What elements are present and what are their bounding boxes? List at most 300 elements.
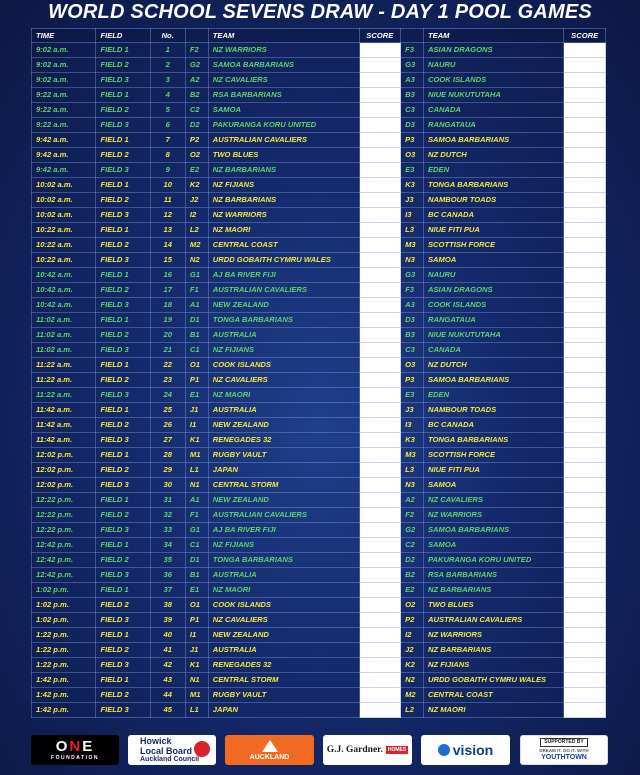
match-field: FIELD 2 [96, 643, 150, 658]
match-time: 9:42 a.m. [32, 163, 96, 178]
team-b: SAMOA [423, 538, 563, 553]
score-a-cell[interactable] [359, 658, 401, 673]
table-row [32, 373, 606, 388]
score-b-cell[interactable] [564, 418, 606, 433]
score-b-cell[interactable] [564, 463, 606, 478]
score-a-cell[interactable] [359, 523, 401, 538]
match-field: FIELD 1 [96, 43, 150, 58]
team-a: NZ BARBARIANS [208, 163, 359, 178]
match-number: 27 [150, 433, 185, 448]
team-a: NZ CAVALIERS [208, 73, 359, 88]
table-row [32, 478, 606, 493]
score-b-cell[interactable] [564, 238, 606, 253]
pool-code-a: K2 [185, 178, 208, 193]
score-b-cell[interactable] [564, 103, 606, 118]
match-number: 12 [150, 208, 185, 223]
match-field: FIELD 1 [96, 268, 150, 283]
team-b: NZ FIJIANS [423, 658, 563, 673]
table-row [32, 658, 606, 673]
team-a: NEW ZEALAND [208, 493, 359, 508]
score-b-cell[interactable] [564, 343, 606, 358]
pool-code-a: L1 [185, 703, 208, 718]
team-a: NZ CAVALIERS [208, 373, 359, 388]
score-b-cell[interactable] [564, 478, 606, 493]
pool-code-b: F3 [401, 283, 424, 298]
header-team-b: TEAM [423, 29, 563, 43]
team-a: JAPAN [208, 703, 359, 718]
match-time: 1:22 p.m. [32, 658, 96, 673]
match-number: 3 [150, 73, 185, 88]
match-time: 10:02 a.m. [32, 178, 96, 193]
match-field: FIELD 3 [96, 298, 150, 313]
table-row [32, 628, 606, 643]
pool-code-a: I1 [185, 628, 208, 643]
match-number: 36 [150, 568, 185, 583]
match-field: FIELD 2 [96, 58, 150, 73]
team-b: SAMOA BARBARIANS [423, 523, 563, 538]
table-row [32, 583, 606, 598]
pool-code-b: L2 [401, 703, 424, 718]
match-time: 11:02 a.m. [32, 313, 96, 328]
match-field: FIELD 2 [96, 283, 150, 298]
match-field: FIELD 2 [96, 553, 150, 568]
pool-code-b: B3 [401, 328, 424, 343]
pool-code-b: F3 [401, 43, 424, 58]
team-b: NZ DUTCH [423, 358, 563, 373]
pool-code-a: C1 [185, 538, 208, 553]
team-a: NZ BARBARIANS [208, 193, 359, 208]
pool-code-a: N1 [185, 673, 208, 688]
match-number: 14 [150, 238, 185, 253]
score-a-cell[interactable] [359, 418, 401, 433]
match-time: 11:22 a.m. [32, 373, 96, 388]
score-b-cell[interactable] [564, 208, 606, 223]
team-a: NEW ZEALAND [208, 298, 359, 313]
match-field: FIELD 3 [96, 703, 150, 718]
score-b-cell[interactable] [564, 313, 606, 328]
team-b: TONGA BARBARIANS [423, 178, 563, 193]
pool-code-b: N3 [401, 478, 424, 493]
table-row [32, 133, 606, 148]
team-a: AUSTRALIA [208, 403, 359, 418]
match-time: 12:22 p.m. [32, 493, 96, 508]
team-b: NZ BARBARIANS [423, 583, 563, 598]
score-b-cell[interactable] [564, 358, 606, 373]
pool-code-b: M3 [401, 448, 424, 463]
score-b-cell[interactable] [564, 148, 606, 163]
match-field: FIELD 3 [96, 343, 150, 358]
score-a-cell[interactable] [359, 328, 401, 343]
sponsor-bar [0, 733, 640, 769]
match-time: 10:02 a.m. [32, 208, 96, 223]
match-field: FIELD 3 [96, 658, 150, 673]
match-number: 16 [150, 268, 185, 283]
score-b-cell[interactable] [564, 298, 606, 313]
team-b: BC CANADA [423, 208, 563, 223]
team-b: SAMOA BARBARIANS [423, 133, 563, 148]
score-a-cell[interactable] [359, 493, 401, 508]
pool-code-a: B1 [185, 328, 208, 343]
match-time: 9:22 a.m. [32, 103, 96, 118]
match-field: FIELD 2 [96, 373, 150, 388]
match-number: 28 [150, 448, 185, 463]
match-number: 8 [150, 148, 185, 163]
table-row [32, 73, 606, 88]
auckland-a-icon [262, 740, 278, 752]
score-a-cell[interactable] [359, 118, 401, 133]
score-a-cell[interactable] [359, 688, 401, 703]
pool-code-b: D3 [401, 313, 424, 328]
score-a-cell[interactable] [359, 373, 401, 388]
pool-code-a: P1 [185, 613, 208, 628]
score-a-cell[interactable] [359, 253, 401, 268]
score-a-cell[interactable] [359, 643, 401, 658]
score-b-cell[interactable] [564, 583, 606, 598]
team-b: TWO BLUES [423, 598, 563, 613]
score-b-cell[interactable] [564, 523, 606, 538]
pool-code-a: D1 [185, 553, 208, 568]
score-a-cell[interactable] [359, 628, 401, 643]
team-a: TONGA BARBARIANS [208, 553, 359, 568]
match-number: 26 [150, 418, 185, 433]
match-number: 43 [150, 673, 185, 688]
score-a-cell[interactable] [359, 538, 401, 553]
team-a: AUSTRALIAN CAVALIERS [208, 283, 359, 298]
pool-code-b: L3 [401, 463, 424, 478]
table-row [32, 163, 606, 178]
pool-code-a: N2 [185, 253, 208, 268]
score-a-cell[interactable] [359, 103, 401, 118]
pool-code-b: G2 [401, 523, 424, 538]
score-a-cell[interactable] [359, 193, 401, 208]
score-a-cell[interactable] [359, 703, 401, 718]
score-b-cell[interactable] [564, 553, 606, 568]
score-a-cell[interactable] [359, 583, 401, 598]
match-field: FIELD 1 [96, 538, 150, 553]
score-a-cell[interactable] [359, 208, 401, 223]
match-number: 30 [150, 478, 185, 493]
team-b: NZ WARRIORS [423, 508, 563, 523]
match-number: 41 [150, 643, 185, 658]
pool-code-b: O2 [401, 598, 424, 613]
score-a-cell[interactable] [359, 313, 401, 328]
score-b-cell[interactable] [564, 133, 606, 148]
match-time: 10:02 a.m. [32, 193, 96, 208]
score-a-cell[interactable] [359, 508, 401, 523]
match-time: 11:42 a.m. [32, 403, 96, 418]
pool-code-a: I1 [185, 418, 208, 433]
team-b: NZ BARBARIANS [423, 643, 563, 658]
score-b-cell[interactable] [564, 388, 606, 403]
score-b-cell[interactable] [564, 43, 606, 58]
team-a: NZ CAVALIERS [208, 613, 359, 628]
pool-code-b: C3 [401, 343, 424, 358]
header-no: No. [150, 29, 185, 43]
pool-code-a: A2 [185, 73, 208, 88]
team-a: SAMOA BARBARIANS [208, 58, 359, 73]
score-a-cell[interactable] [359, 553, 401, 568]
match-field: FIELD 2 [96, 328, 150, 343]
pool-code-b: G3 [401, 58, 424, 73]
pool-code-b: P3 [401, 133, 424, 148]
match-field: FIELD 3 [96, 613, 150, 628]
score-b-cell[interactable] [564, 403, 606, 418]
score-a-cell[interactable] [359, 433, 401, 448]
vision-logo: vision [421, 735, 510, 765]
score-b-cell[interactable] [564, 193, 606, 208]
pool-code-b: M2 [401, 688, 424, 703]
team-b: COOK ISLANDS [423, 298, 563, 313]
match-number: 38 [150, 598, 185, 613]
table-row [32, 193, 606, 208]
match-time: 12:02 p.m. [32, 478, 96, 493]
team-a: AJ BA RIVER FIJI [208, 523, 359, 538]
score-a-cell[interactable] [359, 298, 401, 313]
table-row [32, 43, 606, 58]
score-b-cell[interactable] [564, 703, 606, 718]
team-b: CANADA [423, 343, 563, 358]
score-b-cell[interactable] [564, 268, 606, 283]
team-a: NZ FIJIANS [208, 343, 359, 358]
pool-code-b: A2 [401, 493, 424, 508]
score-b-cell[interactable] [564, 253, 606, 268]
score-a-cell[interactable] [359, 223, 401, 238]
match-time: 9:02 a.m. [32, 43, 96, 58]
table-row [32, 328, 606, 343]
table-row [32, 208, 606, 223]
score-a-cell[interactable] [359, 283, 401, 298]
table-row [32, 148, 606, 163]
pool-code-a: I2 [185, 208, 208, 223]
match-number: 2 [150, 58, 185, 73]
match-number: 9 [150, 163, 185, 178]
score-a-cell[interactable] [359, 463, 401, 478]
match-time: 11:02 a.m. [32, 343, 96, 358]
team-a: RUGBY VAULT [208, 448, 359, 463]
score-b-cell[interactable] [564, 283, 606, 298]
score-a-cell[interactable] [359, 58, 401, 73]
team-b: NIUE FITI PUA [423, 463, 563, 478]
score-b-cell[interactable] [564, 88, 606, 103]
match-number: 45 [150, 703, 185, 718]
score-b-cell[interactable] [564, 163, 606, 178]
table-row [32, 118, 606, 133]
score-a-cell[interactable] [359, 133, 401, 148]
match-number: 29 [150, 463, 185, 478]
score-a-cell[interactable] [359, 88, 401, 103]
score-b-cell[interactable] [564, 118, 606, 133]
score-a-cell[interactable] [359, 268, 401, 283]
team-b: NZ CAVALIERS [423, 493, 563, 508]
match-number: 13 [150, 223, 185, 238]
score-b-cell[interactable] [564, 433, 606, 448]
table-row [32, 358, 606, 373]
team-a: NZ WARRIORS [208, 208, 359, 223]
match-field: FIELD 3 [96, 388, 150, 403]
score-b-cell[interactable] [564, 643, 606, 658]
score-a-cell[interactable] [359, 448, 401, 463]
team-a: AUSTRALIA [208, 328, 359, 343]
match-time: 10:22 a.m. [32, 223, 96, 238]
match-field: FIELD 2 [96, 418, 150, 433]
team-a: RENEGADES 32 [208, 433, 359, 448]
match-number: 4 [150, 88, 185, 103]
table-row [32, 703, 606, 718]
pool-code-a: J1 [185, 403, 208, 418]
match-time: 10:42 a.m. [32, 268, 96, 283]
team-b: EDEN [423, 163, 563, 178]
match-time: 12:02 p.m. [32, 448, 96, 463]
pool-code-b: D3 [401, 118, 424, 133]
match-number: 22 [150, 358, 185, 373]
match-time: 9:02 a.m. [32, 73, 96, 88]
match-time: 11:02 a.m. [32, 328, 96, 343]
score-a-cell[interactable] [359, 73, 401, 88]
score-b-cell[interactable] [564, 628, 606, 643]
team-a: CENTRAL COAST [208, 238, 359, 253]
score-a-cell[interactable] [359, 178, 401, 193]
score-b-cell[interactable] [564, 673, 606, 688]
match-number: 31 [150, 493, 185, 508]
match-time: 12:42 p.m. [32, 568, 96, 583]
match-field: FIELD 3 [96, 163, 150, 178]
score-a-cell[interactable] [359, 358, 401, 373]
table-row [32, 493, 606, 508]
team-b: TONGA BARBARIANS [423, 433, 563, 448]
table-row [32, 223, 606, 238]
pool-code-b: I3 [401, 208, 424, 223]
table-row [32, 433, 606, 448]
score-b-cell[interactable] [564, 178, 606, 193]
score-a-cell[interactable] [359, 478, 401, 493]
score-a-cell[interactable] [359, 163, 401, 178]
score-b-cell[interactable] [564, 328, 606, 343]
team-b: SCOTTISH FORCE [423, 238, 563, 253]
team-a: COOK ISLANDS [208, 358, 359, 373]
pool-code-a: N1 [185, 478, 208, 493]
score-b-cell[interactable] [564, 223, 606, 238]
pool-code-b: P3 [401, 373, 424, 388]
pool-code-a: C2 [185, 103, 208, 118]
pool-code-b: M3 [401, 238, 424, 253]
match-number: 5 [150, 103, 185, 118]
score-a-cell[interactable] [359, 673, 401, 688]
score-b-cell[interactable] [564, 688, 606, 703]
match-field: FIELD 1 [96, 493, 150, 508]
team-a: AUSTRALIA [208, 568, 359, 583]
match-number: 17 [150, 283, 185, 298]
score-b-cell[interactable] [564, 493, 606, 508]
pool-code-b: P2 [401, 613, 424, 628]
score-a-cell[interactable] [359, 598, 401, 613]
team-b: NIUE FITI PUA [423, 223, 563, 238]
team-b: NIUE NUKUTUTAHA [423, 88, 563, 103]
match-time: 9:42 a.m. [32, 148, 96, 163]
pool-code-a: L1 [185, 463, 208, 478]
team-a: SAMOA [208, 103, 359, 118]
header-pool-b [401, 29, 424, 43]
table-row [32, 88, 606, 103]
team-b: NZ DUTCH [423, 148, 563, 163]
page-title: WORLD SCHOOL SEVENS DRAW - DAY 1 POOL GAMES [48, 1, 592, 23]
match-number: 23 [150, 373, 185, 388]
pool-code-a: O2 [185, 148, 208, 163]
match-number: 19 [150, 313, 185, 328]
score-b-cell[interactable] [564, 658, 606, 673]
team-a: CENTRAL STORM [208, 478, 359, 493]
score-a-cell[interactable] [359, 43, 401, 58]
score-a-cell[interactable] [359, 343, 401, 358]
score-b-cell[interactable] [564, 538, 606, 553]
team-a: NEW ZEALAND [208, 628, 359, 643]
team-a: RUGBY VAULT [208, 688, 359, 703]
pool-code-a: F1 [185, 283, 208, 298]
pool-code-a: K1 [185, 433, 208, 448]
match-time: 9:22 a.m. [32, 88, 96, 103]
match-time: 9:22 a.m. [32, 118, 96, 133]
score-b-cell[interactable] [564, 73, 606, 88]
score-b-cell[interactable] [564, 508, 606, 523]
pool-code-a: G2 [185, 58, 208, 73]
score-a-cell[interactable] [359, 238, 401, 253]
score-a-cell[interactable] [359, 613, 401, 628]
match-time: 1:02 p.m. [32, 613, 96, 628]
score-a-cell[interactable] [359, 568, 401, 583]
match-time: 10:42 a.m. [32, 298, 96, 313]
pool-code-b: K2 [401, 658, 424, 673]
team-a: URDD GOBAITH CYMRU WALES [208, 253, 359, 268]
match-field: FIELD 1 [96, 313, 150, 328]
match-time: 1:42 p.m. [32, 688, 96, 703]
match-field: FIELD 1 [96, 178, 150, 193]
table-row [32, 673, 606, 688]
team-b: BC CANADA [423, 418, 563, 433]
pool-code-a: B1 [185, 568, 208, 583]
match-field: FIELD 1 [96, 133, 150, 148]
table-row [32, 643, 606, 658]
pool-code-b: O3 [401, 358, 424, 373]
pool-code-a: E1 [185, 583, 208, 598]
score-b-cell[interactable] [564, 373, 606, 388]
score-b-cell[interactable] [564, 58, 606, 73]
team-a: NZ FIJIANS [208, 538, 359, 553]
pool-code-a: E1 [185, 388, 208, 403]
match-number: 20 [150, 328, 185, 343]
table-row [32, 523, 606, 538]
table-row [32, 463, 606, 478]
team-a: COOK ISLANDS [208, 598, 359, 613]
match-number: 39 [150, 613, 185, 628]
vision-dot-icon [438, 744, 450, 756]
score-a-cell[interactable] [359, 388, 401, 403]
score-b-cell[interactable] [564, 448, 606, 463]
match-field: FIELD 1 [96, 673, 150, 688]
score-b-cell[interactable] [564, 598, 606, 613]
match-time: 1:22 p.m. [32, 643, 96, 658]
match-number: 37 [150, 583, 185, 598]
team-b: SCOTTISH FORCE [423, 448, 563, 463]
score-a-cell[interactable] [359, 148, 401, 163]
pool-code-a: A1 [185, 298, 208, 313]
team-a: AUSTRALIA [208, 643, 359, 658]
score-b-cell[interactable] [564, 568, 606, 583]
score-a-cell[interactable] [359, 403, 401, 418]
score-b-cell[interactable] [564, 613, 606, 628]
team-b: RANGATAUA [423, 118, 563, 133]
pool-code-a: O1 [185, 598, 208, 613]
pool-code-b: J2 [401, 643, 424, 658]
match-number: 40 [150, 628, 185, 643]
